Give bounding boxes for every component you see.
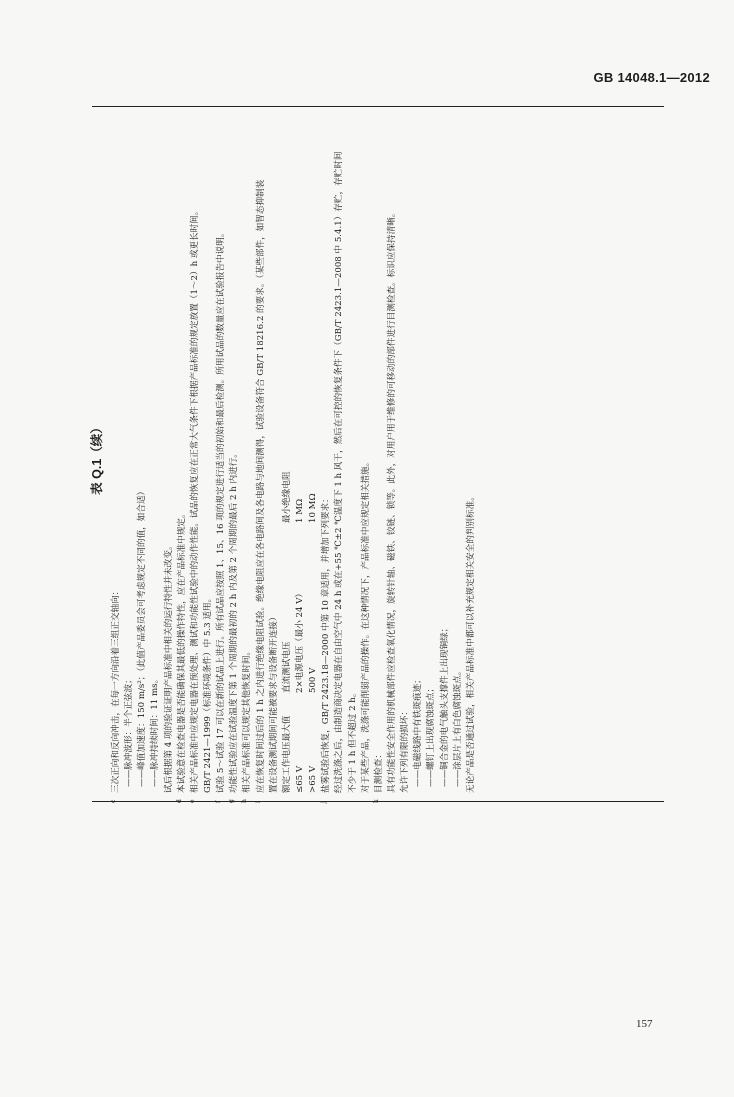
note-line (320, 113, 333, 803)
footnote-mark: c (110, 799, 117, 803)
footnote-mark: g (228, 799, 236, 803)
note-line (123, 113, 136, 803)
note-line (163, 113, 176, 803)
voltage-table-row (281, 113, 294, 803)
voltage-table-cell: 1 MΩ (294, 498, 305, 523)
note-line (452, 113, 465, 803)
note-line (176, 113, 189, 803)
voltage-table-cell: 最小绝缘电阻 (281, 471, 292, 523)
note-text: 对于某些产品，洗涤可能削弱产品的操作。在这种情况下，产品标准中应规定相关措施。 (360, 457, 371, 793)
table-title: 表 Q.1（续） (90, 421, 104, 495)
note-text: GB/T 2421—1999（标准环境条件）中 5.3 适用。 (202, 593, 213, 793)
note-line (136, 113, 149, 803)
note-line (333, 113, 346, 803)
note-text: 试后根据第 4 项的验证证明产品标准中相关的运行特性并未改变。 (163, 541, 174, 793)
note-text: 相关产品标准中应规定电器在预处理、测试和功能性试验中的动作性能。试品的恢复应在正常大气条件下根据产品标准的规定放置（1～2）h 或更长时间。 (189, 206, 200, 793)
footnote-mark: d (175, 799, 183, 803)
voltage-table-cell: 500 V (308, 667, 319, 693)
note-text: 功能性试验应在试验温度下第 1 个周期的最初的 2 h 内及第 2 个周期的最后 2 h 内进行。 (229, 449, 240, 793)
note-text: 应在恢复时间过后的 1 h 之内进行绝缘电阻试验。绝缘电阻应在各电路间及各电路与地间测得，试验设备符合 GB/T 18216.2 的要求。（某些部件，如智态抑制装 (255, 179, 266, 793)
note-line (347, 113, 360, 803)
note-text: ——峰值加速度：150 m/s²；（此值产品委员会可考虑规定不同的值，如合适） (137, 486, 148, 787)
note-line (386, 113, 399, 803)
note-line (268, 113, 281, 803)
note-text: 无论产品是否通过试验，相关产品标准中都可以补充规定相关安全的判别标准。 (465, 492, 476, 793)
note-text: 置在设备测试期间可能被要求与设备断开连接） (268, 612, 279, 793)
note-line (465, 113, 478, 803)
standard-code: GB 14048.1—2012 (593, 70, 710, 85)
voltage-table-cell: 2×电源电压（最小 24 V） (294, 588, 305, 693)
footnote-mark: h (241, 799, 249, 803)
voltage-table-cell: 额定工作电压最大值 (281, 715, 292, 793)
voltage-table-cell: ≤65 V (294, 765, 305, 793)
note-text: 试验 5～试验 17 可以在新的试品上进行。所有试品应按照 1、15、16 项的规定进行适当的初始和最后检测。所用试品的数量应在试验报告中说明。 (216, 228, 227, 793)
note-text: 目测检查： (373, 750, 384, 793)
note-line (189, 113, 202, 803)
note-line (228, 113, 241, 803)
note-line (215, 113, 228, 803)
footnote-mark: e (188, 799, 196, 803)
note-text: ——脉冲持续时间：11 ms。 (150, 674, 161, 787)
page-number: 157 (636, 1018, 653, 1030)
rotated-content (88, 113, 648, 803)
note-text: 具有功能性安全作用的机械部件应检查氧化情况，旋转针轴、磁铁、铰链、锁等。此外，对用户用于维修的可移动的部件进行目测检查。标识应保持清晰。 (386, 208, 397, 793)
note-line (255, 113, 268, 803)
voltage-table-cell: 10 MΩ (308, 493, 319, 523)
note-text: 三次正向和反向冲击，在每一方向沿着三组正交轴向： (111, 586, 121, 793)
note-text: ——脉冲波形：半个正弦波； (124, 675, 135, 787)
note-line (202, 113, 215, 803)
note-line (360, 113, 373, 803)
note-text: 允许下列有限的损坏： (400, 707, 411, 793)
footnote-mark: i (254, 801, 262, 803)
note-line (399, 113, 412, 803)
voltage-table-cell: 直流测试电压 (281, 641, 292, 693)
note-line (412, 113, 425, 803)
note-text: ——电磁线路中有铁斑痕迹； (413, 675, 424, 787)
note-text: 不少于 1 h 但不超过 2 h。 (347, 688, 358, 793)
note-text: ——铜合金的电气触头支撑件上出现铜绿； (439, 623, 450, 787)
note-line (373, 113, 386, 803)
note-line (425, 113, 438, 803)
note-text: ——螺钉上出现腐蚀斑点； (426, 683, 437, 787)
note-text: 经过洗涤之后，由制造商决定电器在自由空气中 24 h 或在+55 ℃±2 ℃温度下 1 h 风干，然后在可控的恢复条件下（GB/T 2423.1—2008 中 5.4.1）存贮，存贮时间 (334, 151, 345, 793)
note-line (241, 113, 254, 803)
voltage-table-cell: >65 V (308, 765, 319, 793)
notes-block (110, 113, 478, 803)
note-line (439, 113, 452, 803)
footnote-mark: j (320, 801, 328, 803)
note-line (110, 113, 123, 803)
voltage-table-row (294, 113, 307, 803)
note-line (149, 113, 162, 803)
footnote-mark: f (215, 800, 223, 803)
footnote-mark: k (372, 799, 380, 803)
note-text: 相关产品标准可以规定其他恢复时间。 (242, 646, 253, 793)
note-text: ——涂层片上有白色腐蚀斑点。 (452, 666, 463, 787)
voltage-table-row (307, 113, 320, 803)
note-text: 盐雾试验后恢复，GB/T 2423.18—2000 中第 10 章适用，并增加下列要求： (321, 494, 332, 793)
note-text: 本试验意在检查电器是否能确保其最低的操作特性，应在产品标准中规定。 (176, 509, 187, 793)
